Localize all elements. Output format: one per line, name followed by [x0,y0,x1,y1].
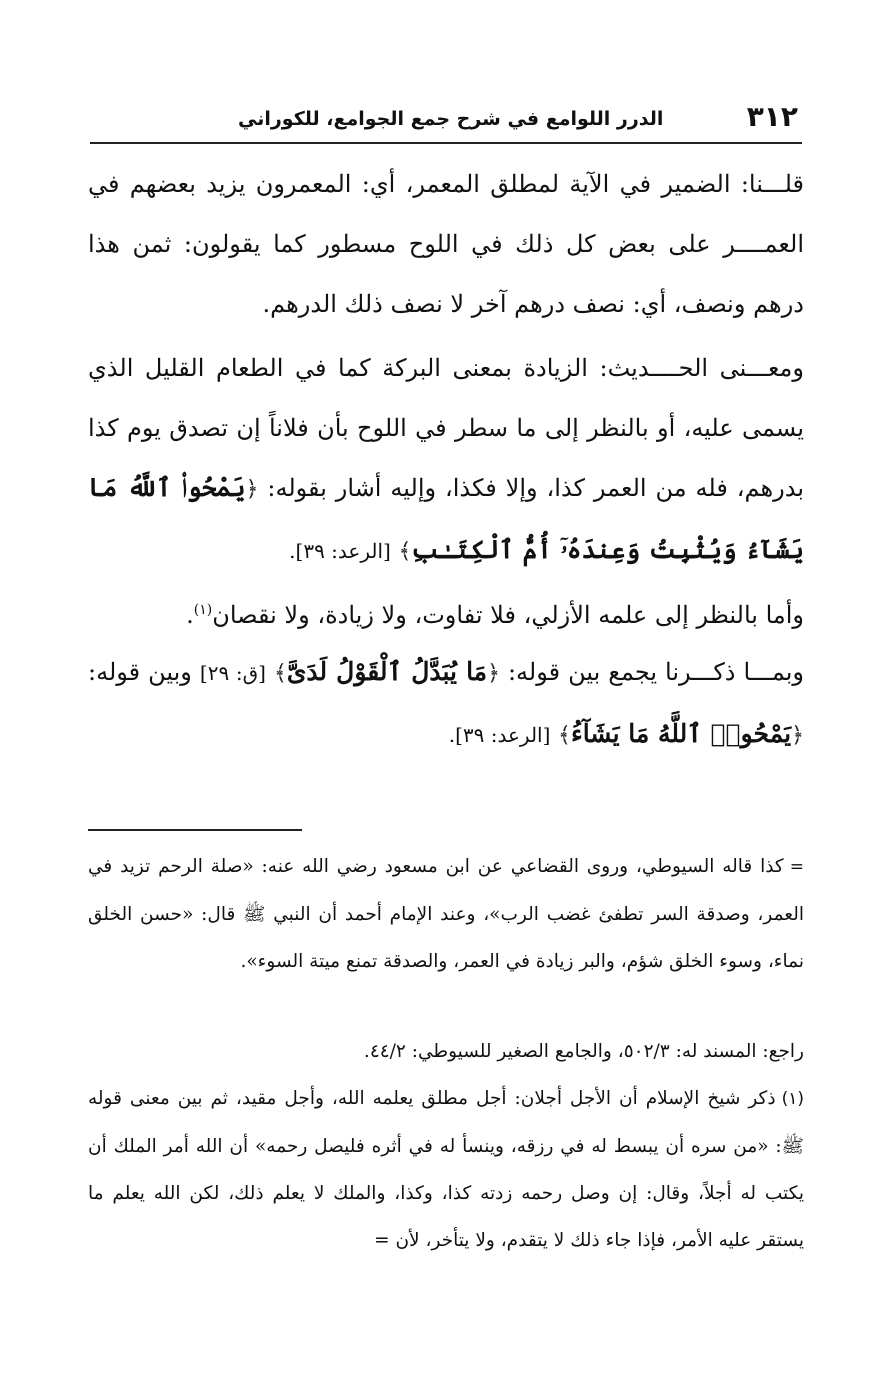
quran-verse-raad: يَمْحُوا۟ ٱللَّهُ مَا يَشَآءُ وَيُثْبِتُ وَعِندَهُۥٓ أُمُّ ٱلْكِتَـٰبِ [88,473,804,564]
paragraph-eternal-knowledge [88,580,804,645]
quran-open-bracket: ﴿ [245,477,259,502]
footnote-continuation-text: كذا قاله السيوطي، وروى القضاعي عن ابن مسعود رضي الله عنه: «صلة الرحم تزيد في العمر، وصدقة السر تطفئ غضب الرب»، وعند الإمام أحمد أن النبي ﷺ قال: «حسن الخلق نماء، وسوء الخلق شؤم، والبر زيادة في العمر، والصدقة تمنع ميتة السوء». [88,856,804,972]
quran-verse-raad-short: يَمْحُوا۟ ٱللَّهُ مَا يَشَآءُ [570,719,792,748]
verse-citation: [الرعد: ٣٩]. [289,539,391,563]
quran-open-bracket: ﴿ [791,723,804,748]
paragraph-answer-text: قلـــنا: الضمير في الآية لمطلق المعمر، أي: المعمرون يزيد بعضهم في العمــــر على بعض كل ذلك في اللوح مسطور كما يقولون: ثمن هذا درهم ونصف، أي: نصف درهم آخر لا نصف ذلك الدرهم. [88,170,804,318]
paragraph-answer [88,154,804,334]
page-number: ٣١٢ [746,100,798,133]
running-title: الدرر اللوامع في شرح جمع الجوامع، للكوراني [238,108,664,130]
footnote-1-text: ذكر شيخ الإسلام أن الأجل أجلان: أجل مطلق يعلمه الله، وأجل مقيد، ثم بين معنى قوله ﷺ: «من سره أن يبسط له في رزقه، وينسأ له في أثره فليصل رحمه» أن الله أمر الملك أن يكتب له أجلاً، وقال: إن وصل رحمه زدته كذا، وكذا، والملك لا يعلم ذلك، لكن الله يعلم ما يستقر عليه الأمر، فإذا جاء ذلك لا يتقدم، ولا يتأخر، لأن = [88,1088,804,1251]
paragraph-eternal-text: وأما بالنظر إلى علمه الأزلي، فلا تفاوت، ولا زيادة، ولا نقصان [212,601,804,629]
paragraph-eternal-end: . [186,601,194,629]
verse-citation: [الرعد: ٣٩]. [448,723,551,747]
quran-close-bracket: ﴾ [398,539,412,564]
paragraph-reconciliation-text-2: وبين قوله: [88,658,192,686]
paragraph-reconciliation-text-1: وبمـــا ذكـــرنا يجمع بين قوله: [507,658,804,686]
quran-verse-qaf: مَا يُبَدَّلُ ٱلْقَوْلُ لَدَىَّ [286,657,488,686]
page-header [90,98,802,144]
footnote-source-text: راجع: المسند له: ٥٠٢/٣، والجامع الصغير للسيوطي: ٤٤/٢. [363,1041,804,1062]
paragraph-hadith-text: ومعـــنى الحــــديث: الزيادة بمعنى البركة كما في الطعام القليل الذي يسمى عليه، أو بالنظر إلى ما سطر في اللوح بأن فلاناً إن تصدق يوم كذا بدرهم، فله من العمر كذا، وإلا فكذا، وإليه أشار بقوله: [88,354,805,502]
verse-citation: [ق: ٢٩] [199,661,266,685]
paragraph-hadith-meaning [88,338,804,582]
footnote-continuation [88,843,804,985]
quran-close-bracket: ﴾ [558,723,571,748]
footnote-source [88,1028,804,1075]
paragraph-reconciliation [88,642,804,766]
quran-close-bracket: ﴾ [273,661,287,686]
footnote-1-marker: (١) [781,1089,804,1109]
quran-open-bracket: ﴿ [487,661,500,686]
footnote-ref-1: (١) [193,602,213,618]
footnote-1 [88,1075,804,1264]
continuation-marker: = [789,857,804,877]
footnote-separator [88,829,302,831]
